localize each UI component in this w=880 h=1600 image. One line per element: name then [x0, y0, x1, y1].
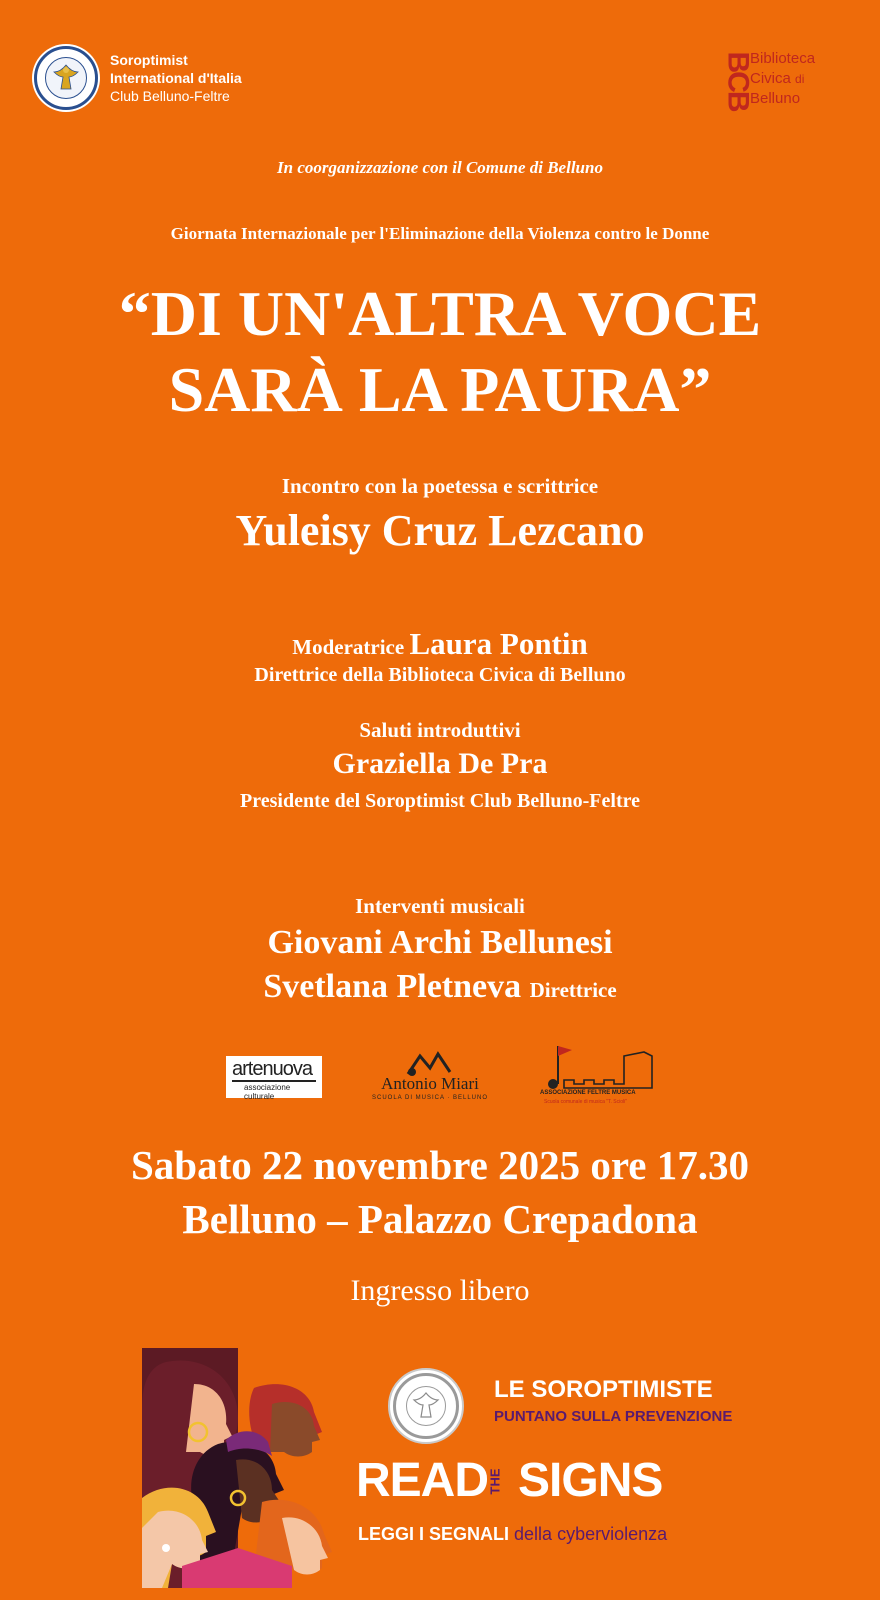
event-venue: Belluno – Palazzo Crepadona — [182, 1196, 698, 1242]
soroptimist-country: International d'Italia — [110, 70, 242, 86]
music-note-icon — [404, 1050, 456, 1076]
soroptimist-club: Club Belluno-Feltre — [110, 88, 230, 104]
footer-signs: SIGNS — [518, 1454, 663, 1507]
soroptimist-name: Soroptimist — [110, 52, 188, 68]
bcb-line-2: Civica di — [750, 70, 805, 87]
artenuova-name: artenuova — [232, 1058, 312, 1080]
music-director-name: Svetlana Pletneva — [263, 968, 522, 1005]
moderator-label: Moderatrice — [292, 635, 405, 659]
music-director-role: Direttrice — [529, 978, 617, 1002]
artenuova-logo — [226, 1056, 322, 1101]
author-name: Yuleisy Cruz Lezcano — [235, 506, 645, 555]
miari-logo — [364, 1050, 496, 1106]
read-the-signs-logo — [356, 1452, 696, 1516]
free-entry: Ingresso libero — [350, 1274, 530, 1307]
greetings-name: Graziella De Pra — [332, 747, 548, 780]
flag-castle-icon — [534, 1044, 658, 1094]
event-title-line-1: “DI UN'ALTRA VOCE — [118, 278, 762, 349]
footer-le-soroptimiste: LE SOROPTIMISTE — [494, 1376, 713, 1403]
footer-puntano: PUNTANO SULLA PREVENZIONE — [494, 1408, 733, 1425]
footer-leggi: LEGGI I SEGNALI — [358, 1524, 510, 1544]
footer-della: della cyberviolenza — [514, 1524, 668, 1544]
meeting-intro: Incontro con la poetessa e scrittrice — [281, 474, 599, 498]
day-title: Giornata Internazionale per l'Eliminazione della Violenza contro le Donne — [170, 224, 710, 243]
music-group: Giovani Archi Bellunesi — [267, 924, 613, 961]
feltre-musica-name: ASSOCIAZIONE FELTRE MUSICA — [540, 1090, 636, 1096]
bcb-logo — [718, 44, 848, 116]
artenuova-swoosh — [232, 1080, 316, 1082]
event-date: Sabato 22 novembre 2025 ore 17.30 — [130, 1142, 750, 1188]
bcb-mark: BCB — [721, 51, 755, 111]
bcb-line-1: Biblioteca — [750, 50, 816, 67]
miari-name: Antonio Miari — [381, 1074, 479, 1093]
feltre-musica-logo — [534, 1044, 658, 1108]
footer-the: THE — [487, 1468, 503, 1495]
artenuova-sub: associazione culturale — [244, 1083, 291, 1101]
moderator-line — [0, 624, 880, 667]
feltre-musica-sub: Scuola comunale di musica "T. Scioli" — [544, 1099, 628, 1105]
moderator-name: Laura Pontin — [409, 626, 588, 661]
soroptimist-seal-icon — [32, 44, 100, 112]
greetings-role: Presidente del Soroptimist Club Belluno-Feltre — [240, 790, 640, 812]
coorganization-line: In coorganizzazione con il Comune di Belluno — [277, 158, 603, 177]
music-label: Interventi musicali — [355, 894, 525, 918]
footer-tagline — [358, 1524, 667, 1545]
moderator-role: Direttrice della Biblioteca Civica di Belluno — [254, 664, 626, 686]
soroptimist-footer-seal-icon — [388, 1368, 464, 1444]
event-title-line-2: SARÀ LA PAURA” — [168, 354, 712, 425]
footer-read: READ — [356, 1454, 489, 1507]
music-director-line — [0, 964, 880, 1013]
greetings-label: Saluti introduttivi — [359, 718, 521, 742]
bcb-line-3: Belluno — [750, 90, 801, 107]
women-illustration — [142, 1348, 346, 1588]
miari-sub: SCUOLA DI MUSICA · BELLUNO — [371, 1095, 489, 1101]
